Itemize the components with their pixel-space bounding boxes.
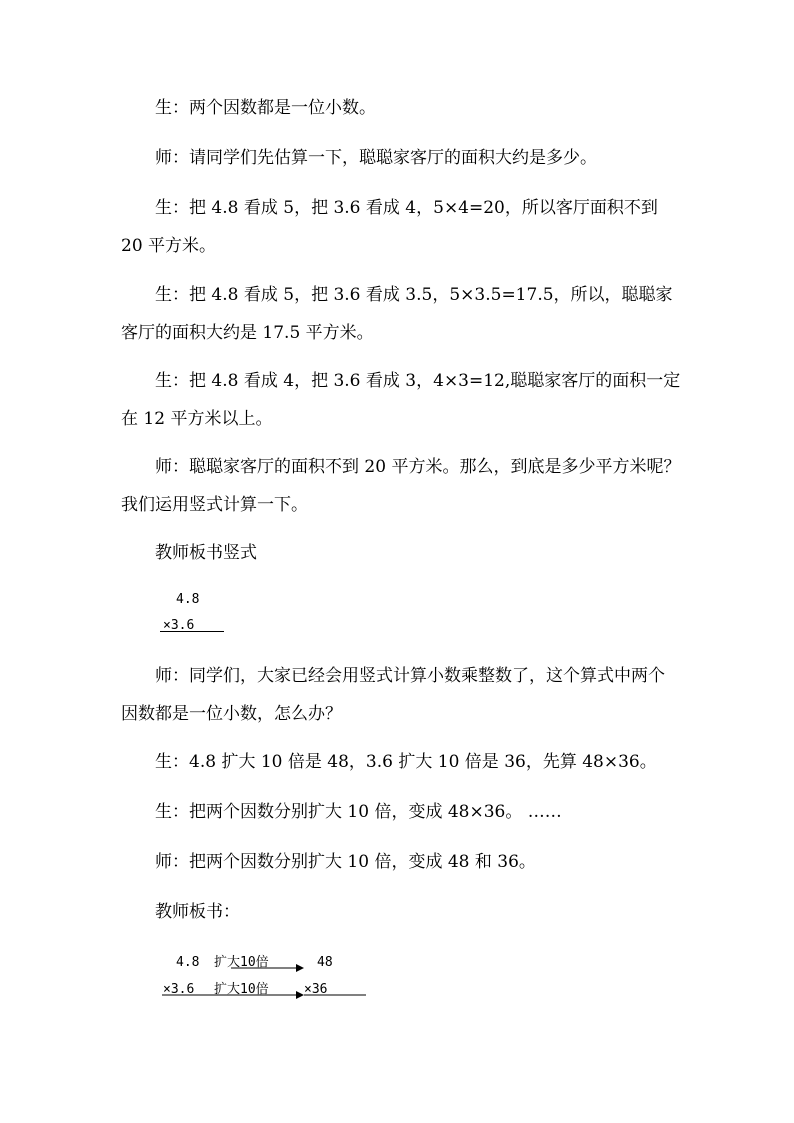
dialogue-teacher-3: 师：同学们，大家已经会用竖式计算小数乘整数了，这个算式中两个因数都是一位小数，怎么办？ [121, 666, 665, 724]
calc2-row1-right: 48 [317, 955, 333, 970]
dialogue-student-4: 生：把 4.8 看成 4，把 3.6 看成 3，4×3=12,聪聪家客厅的面积一定在 12 平方米以上。 [121, 371, 681, 429]
dialogue-student-5: 生：4.8 扩大 10 倍是 48，3.6 扩大 10 倍是 36，先算 48×36。 [155, 752, 657, 772]
dialogue-teacher-1: 师：请同学们先估算一下，聪聪家客厅的面积大约是多少。 [155, 148, 597, 168]
calc2-row2-arrow-label: 扩大10倍 [214, 982, 269, 997]
calc2-row2-left: ×3.6 [163, 982, 195, 997]
dialogue-teacher-2: 师：聪聪家客厅的面积不到 20 平方米。那么，到底是多少平方米呢？我们运用竖式计算一下。 [121, 457, 681, 515]
calc2-row1-arrow-label: 扩大10倍 [214, 955, 269, 970]
board-note-1: 教师板书竖式 [155, 543, 257, 563]
dialogue-student-6: 生：把两个因数分别扩大 10 倍，变成 48×36。 …… [155, 802, 562, 822]
calc2-row2-arrowhead [296, 991, 304, 999]
calc2-row1-left: 4.8 [176, 955, 200, 970]
calc2-row1-arrowhead [296, 964, 304, 972]
calc1-line2: ×3.6 [163, 618, 195, 633]
dialogue-teacher-4: 师：把两个因数分别扩大 10 倍，变成 48 和 36。 [155, 852, 536, 872]
calc1-line1: 4.8 [176, 592, 200, 607]
calc2-row2-right: ×36 [304, 982, 328, 997]
board-note-2: 教师板书： [155, 902, 240, 922]
dialogue-student-1: 生：两个因数都是一位小数。 [155, 98, 376, 118]
dialogue-student-2: 生：把 4.8 看成 5，把 3.6 看成 4，5×4=20，所以客厅面积不到 20 平方米。 [121, 198, 658, 256]
dialogue-student-3: 生：把 4.8 看成 5，把 3.6 看成 3.5，5×3.5=17.5，所以，聪聪家客厅的面积大约是 17.5 平方米。 [121, 285, 673, 343]
